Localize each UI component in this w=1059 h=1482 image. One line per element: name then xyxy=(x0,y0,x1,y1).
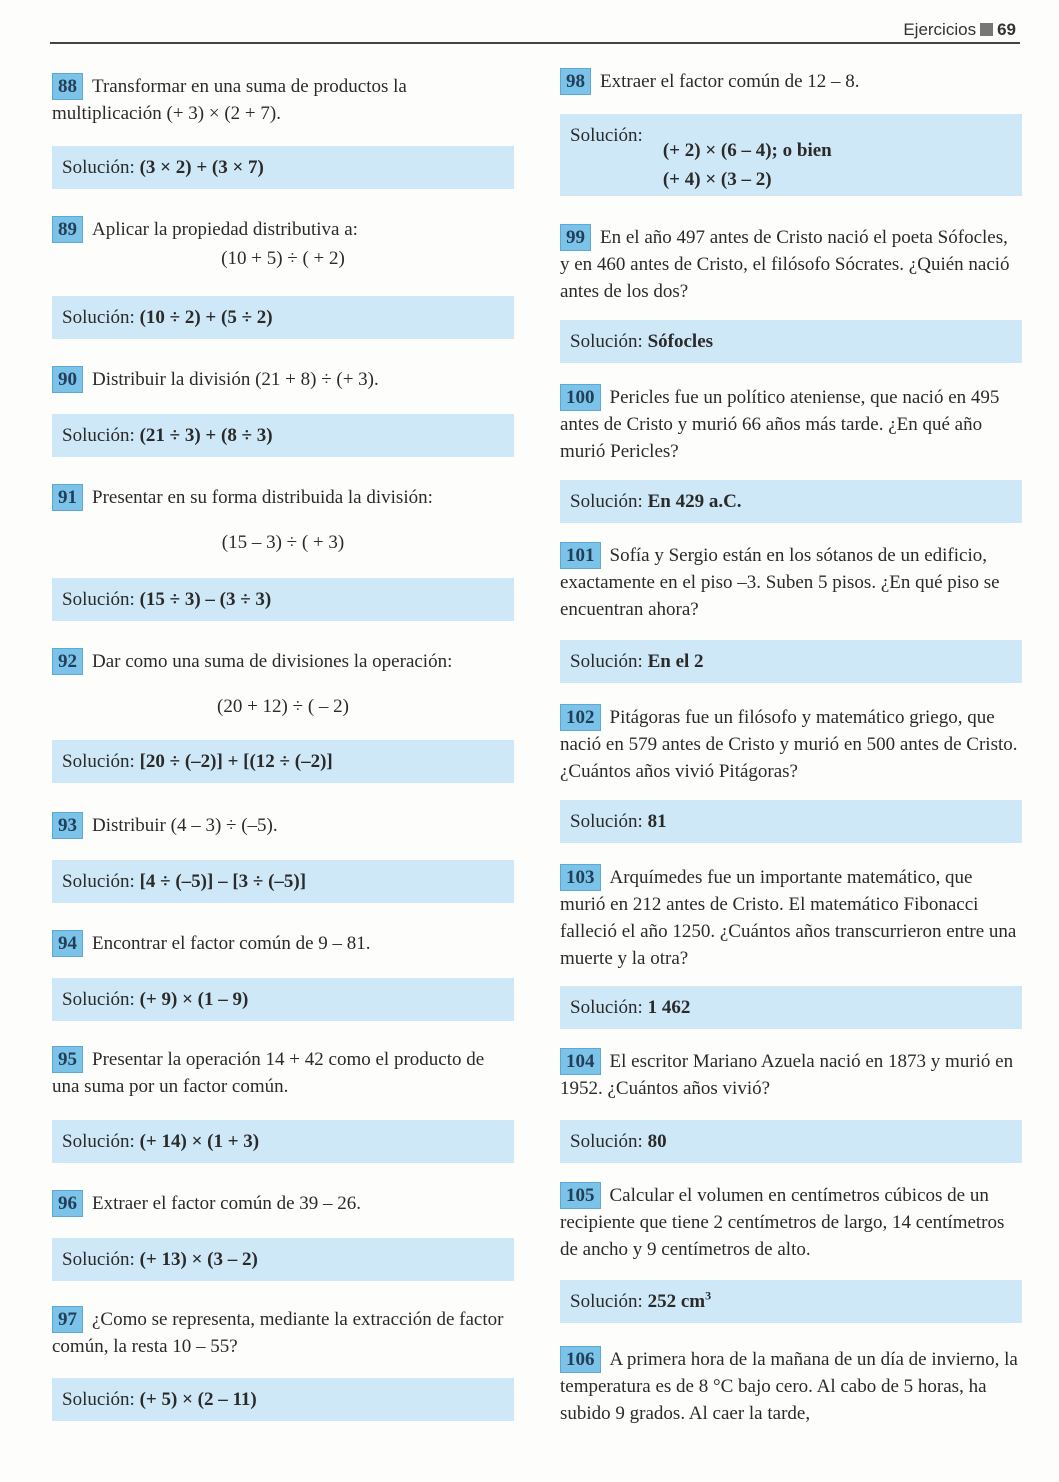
solution-value: [4 ÷ (–5)] – [3 ÷ (–5)] xyxy=(139,871,307,892)
exercise-number: 93 xyxy=(52,812,83,839)
exercise-number: 89 xyxy=(52,216,83,243)
exercise-88 xyxy=(52,73,514,127)
solution-line-2: (+ 4) × (3 – 2) xyxy=(662,169,772,190)
exercise-text: Aplicar la propiedad distributiva a: xyxy=(92,219,358,240)
solution-label: Solución: xyxy=(62,425,135,446)
exercise-number: 88 xyxy=(52,73,83,100)
exercise-93 xyxy=(52,812,514,839)
solution-label: Solución: xyxy=(570,125,643,146)
solution-100 xyxy=(560,480,1022,523)
exercise-text: Extraer el factor común de 39 – 26. xyxy=(92,1193,362,1214)
solution-value: (+ 13) × (3 – 2) xyxy=(139,1249,258,1270)
exercise-number: 100 xyxy=(560,384,601,411)
solution-98 xyxy=(560,114,1022,196)
solution-value: (3 × 2) + (3 × 7) xyxy=(139,157,264,178)
exercise-formula: (10 + 5) ÷ ( + 2) xyxy=(221,248,345,269)
exercise-101 xyxy=(560,542,1022,623)
exercise-number: 96 xyxy=(52,1190,83,1217)
solution-104 xyxy=(560,1120,1022,1163)
solution-label: Solución: xyxy=(570,811,643,832)
solution-label: Solución: xyxy=(570,491,643,512)
solution-lines xyxy=(663,136,832,194)
exercise-text: Pitágoras fue un filósofo y matemático griego, que nació en 579 antes de Cristo y murió en 500 antes de Cristo. ¿Cuántos años vivió Pitágoras? xyxy=(560,707,1018,782)
exercise-text: Pericles fue un político ateniense, que nació en 495 antes de Cristo y murió 66 años más tarde. ¿En qué año murió Pericles? xyxy=(560,387,1000,462)
exercise-number: 91 xyxy=(52,484,83,511)
solution-exponent: 3 xyxy=(705,1288,712,1303)
exercise-text: Distribuir (4 – 3) ÷ (–5). xyxy=(92,815,278,836)
exercise-number: 94 xyxy=(52,930,83,957)
exercise-94 xyxy=(52,930,514,957)
solution-93 xyxy=(52,860,514,903)
solution-label: Solución: xyxy=(62,307,135,328)
exercise-105 xyxy=(560,1182,1022,1263)
solution-97 xyxy=(52,1378,514,1421)
solution-94 xyxy=(52,978,514,1021)
exercise-text: Calcular el volumen en centímetros cúbicos de un recipiente que tiene 2 centímetros de largo, 14 centímetros de ancho y 9 centímetros de alto. xyxy=(560,1185,1005,1260)
page-header xyxy=(50,8,1020,44)
solution-99 xyxy=(560,320,1022,363)
exercise-text: Distribuir la división (21 + 8) ÷ (+ 3). xyxy=(92,369,379,390)
solution-label: Solución: xyxy=(62,871,135,892)
solution-value: (10 ÷ 2) + (5 ÷ 2) xyxy=(139,307,273,328)
solution-value: (+ 14) × (1 + 3) xyxy=(139,1131,260,1152)
solution-95 xyxy=(52,1120,514,1163)
solution-90 xyxy=(52,414,514,457)
exercise-number: 98 xyxy=(560,68,591,95)
solution-103 xyxy=(560,986,1022,1029)
exercise-89 xyxy=(52,216,514,272)
square-icon xyxy=(980,23,993,36)
solution-value: 80 xyxy=(647,1131,667,1152)
exercise-106 xyxy=(560,1346,1022,1427)
exercise-91 xyxy=(52,484,514,556)
solution-label: Solución: xyxy=(62,989,135,1010)
solution-value: 252 cm xyxy=(647,1291,706,1312)
exercise-number: 97 xyxy=(52,1306,83,1333)
solution-value: (+ 9) × (1 – 9) xyxy=(139,989,249,1010)
exercise-102 xyxy=(560,704,1022,785)
solution-102 xyxy=(560,800,1022,843)
solution-105 xyxy=(560,1280,1022,1323)
solution-content xyxy=(570,122,1012,194)
exercise-103 xyxy=(560,864,1022,972)
exercise-text: Extraer el factor común de 12 – 8. xyxy=(600,71,860,92)
page-number: 69 xyxy=(997,20,1016,39)
solution-label: Solución: xyxy=(62,751,135,772)
solution-label: Solución: xyxy=(570,331,643,352)
exercise-97 xyxy=(52,1306,514,1360)
solution-96 xyxy=(52,1238,514,1281)
exercise-text: Encontrar el factor común de 9 – 81. xyxy=(92,933,371,954)
solution-91 xyxy=(52,578,514,621)
solution-value: (21 ÷ 3) + (8 ÷ 3) xyxy=(139,425,273,446)
exercise-95 xyxy=(52,1046,514,1100)
exercise-number: 105 xyxy=(560,1182,601,1209)
exercise-96 xyxy=(52,1190,514,1217)
solution-value: (+ 5) × (2 – 11) xyxy=(139,1389,257,1410)
exercise-text: Presentar en su forma distribuida la división: xyxy=(92,487,433,508)
exercise-text: En el año 497 antes de Cristo nació el poeta Sófocles, y en 460 antes de Cristo, el filósofo Sócrates. ¿Quién nació antes de los dos? xyxy=(560,227,1010,302)
exercise-text: Arquímedes fue un importante matemático, que murió en 212 antes de Cristo. El matemático Fibonacci falleció el año 1250. ¿Cuántos años transcurrieron entre una muerte y la otra? xyxy=(560,867,1017,969)
exercise-98 xyxy=(560,68,1022,95)
section-title: Ejercicios xyxy=(903,20,977,39)
solution-label: Solución: xyxy=(570,997,643,1018)
exercise-92 xyxy=(52,648,514,720)
solution-label: Solución: xyxy=(570,651,643,672)
exercise-text: El escritor Mariano Azuela nació en 1873 y murió en 1952. ¿Cuántos años vivió? xyxy=(560,1051,1014,1099)
exercise-number: 102 xyxy=(560,704,601,731)
solution-value: 81 xyxy=(647,811,667,832)
solution-value: 1 462 xyxy=(647,997,691,1018)
solution-value: En 429 a.C. xyxy=(647,491,742,512)
solution-value: [20 ÷ (–2)] + [(12 ÷ (–2)] xyxy=(139,751,333,772)
exercise-99 xyxy=(560,224,1022,305)
exercise-number: 101 xyxy=(560,542,601,569)
exercise-104 xyxy=(560,1048,1022,1102)
exercise-text: Dar como una suma de divisiones la operación: xyxy=(92,651,453,672)
exercise-text: Presentar la operación 14 + 42 como el producto de una suma por un factor común. xyxy=(52,1049,485,1097)
exercise-text: Transformar en una suma de productos la multiplicación (+ 3) × (2 + 7). xyxy=(52,76,407,124)
solution-88 xyxy=(52,146,514,189)
exercise-number: 104 xyxy=(560,1048,601,1075)
solution-line-1: (+ 2) × (6 – 4); o bien xyxy=(662,140,832,161)
solution-value: Sófocles xyxy=(647,331,714,352)
header-text xyxy=(903,16,1016,43)
exercise-text: A primera hora de la mañana de un día de invierno, la temperatura es de 8 °C bajo cero. Al cabo de 5 horas, ha subido 9 grados. Al caer la tarde, xyxy=(560,1349,1018,1424)
solution-label: Solución: xyxy=(570,1291,643,1312)
exercise-formula: (15 – 3) ÷ ( + 3) xyxy=(221,532,345,553)
solution-label: Solución: xyxy=(62,589,135,610)
solution-label: Solución: xyxy=(62,1249,135,1270)
solution-label: Solución: xyxy=(62,1389,135,1410)
solution-label: Solución: xyxy=(62,157,135,178)
solution-label: Solución: xyxy=(62,1131,135,1152)
solution-label: Solución: xyxy=(570,1131,643,1152)
exercise-number: 106 xyxy=(560,1346,601,1373)
exercise-formula: (20 + 12) ÷ ( – 2) xyxy=(217,696,349,717)
exercise-100 xyxy=(560,384,1022,465)
exercise-number: 99 xyxy=(560,224,591,251)
exercise-90 xyxy=(52,366,514,393)
exercise-text: Sofía y Sergio están en los sótanos de un edificio, exactamente en el piso –3. Suben 5 pisos. ¿En qué piso se encuentran ahora? xyxy=(560,545,1000,620)
solution-101 xyxy=(560,640,1022,683)
exercise-number: 103 xyxy=(560,864,601,891)
exercise-number: 92 xyxy=(52,648,83,675)
exercise-number: 95 xyxy=(52,1046,83,1073)
solution-value: (15 ÷ 3) – (3 ÷ 3) xyxy=(139,589,272,610)
solution-value: En el 2 xyxy=(647,651,704,672)
exercise-text: ¿Como se representa, mediante la extracción de factor común, la resta 10 – 55? xyxy=(52,1309,504,1357)
solution-92 xyxy=(52,740,514,783)
solution-89 xyxy=(52,296,514,339)
exercise-number: 90 xyxy=(52,366,83,393)
